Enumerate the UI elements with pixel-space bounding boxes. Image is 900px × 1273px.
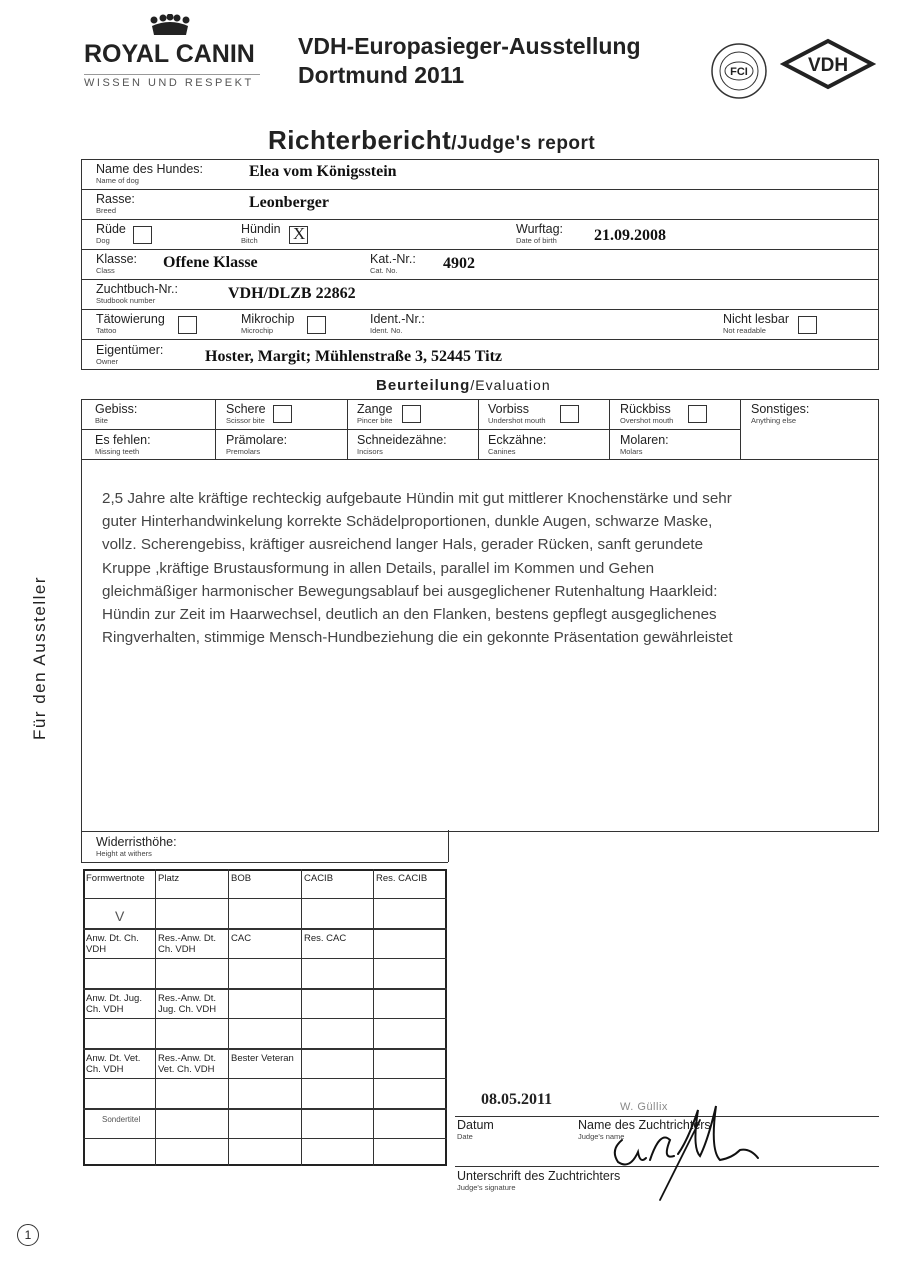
undershot-label: Vorbiss Undershot mouth	[488, 402, 546, 425]
pincer-bite-label: Zange Pincer bite	[357, 402, 393, 425]
page-number: 1	[17, 1224, 39, 1246]
result-header-place: Platz	[158, 873, 180, 884]
premolars-label: Prämolare: Premolars	[226, 433, 288, 456]
dog-name-value: Elea vom Königsstein	[249, 163, 397, 180]
incisors-label: Schneidezähne: Incisors	[357, 433, 447, 456]
result-special-title: Sondertitel	[102, 1115, 141, 1124]
undershot-checkbox[interactable]	[560, 405, 579, 423]
birth-date-value: 21.09.2008	[594, 227, 666, 244]
molars-label: Molaren: Molars	[620, 433, 669, 456]
withers-label: Widerristhöhe: Height at withers	[96, 835, 177, 858]
ident-label: Ident.-Nr.: Ident. No.	[370, 312, 425, 335]
studbook-value: VDH/DLZB 22862	[228, 285, 356, 302]
event-title	[298, 32, 641, 90]
vdh-logo-text: VDH	[807, 55, 849, 76]
result-dt-jug-ch: Anw. Dt. Jug. Ch. VDH	[86, 993, 142, 1015]
evaluation-text	[102, 487, 862, 649]
result-header-bob: BOB	[231, 873, 252, 884]
scissor-bite-checkbox[interactable]	[273, 405, 292, 423]
event-title-line2: Dortmund 2011	[298, 62, 465, 88]
female-label: Hündin Bitch	[241, 222, 281, 245]
breed-label: Rasse: Breed	[96, 192, 135, 215]
male-checkbox[interactable]	[133, 226, 152, 244]
overshot-label: Rückbiss Overshot mouth	[620, 402, 674, 425]
result-header-res-cacib: Res. CACIB	[376, 873, 428, 884]
result-res-dt-ch: Res.-Anw. Dt. Ch. VDH	[158, 933, 217, 955]
not-readable-checkbox[interactable]	[798, 316, 817, 334]
judge-signature-icon	[600, 1100, 780, 1205]
owner-value: Hoster, Margit; Mühlenstraße 3, 52445 Titz	[205, 348, 503, 365]
scissor-bite-label: Schere Scissor bite	[226, 402, 266, 425]
owner-label: Eigentümer: Owner	[96, 343, 164, 366]
royal-canin-tagline: WISSEN UND RESPEKT	[84, 74, 260, 89]
evaluation-text-line: vollz. Scherengebiss, kräftiger ausreichend langer Hals, gerader Rücken, sanft gerundete	[102, 536, 704, 554]
tattoo-label: Tätowierung Tattoo	[96, 312, 165, 335]
date-value: 08.05.2011	[481, 1091, 553, 1108]
result-dt-vet-ch: Anw. Dt. Vet. Ch. VDH	[86, 1053, 141, 1075]
evaluation-text-line: gleichmäßiger harmonischer Bewegungsablauf bei ausgeglichener Rutenhaltung Haarkleid:	[102, 582, 718, 600]
grade-value: V	[115, 908, 125, 924]
report-title-en: /Judge's report	[451, 133, 596, 154]
missing-teeth-label: Es fehlen: Missing teeth	[95, 433, 151, 456]
bite-label: Gebiss: Bite	[95, 402, 138, 425]
breed-value: Leonberger	[249, 194, 329, 211]
royal-canin-logo: ROYAL CANIN	[84, 40, 255, 68]
studbook-label: Zuchtbuch-Nr.: Studbook number	[96, 282, 178, 305]
pincer-bite-checkbox[interactable]	[402, 405, 421, 423]
class-label: Klasse: Class	[96, 252, 137, 275]
tattoo-checkbox[interactable]	[178, 316, 197, 334]
cat-no-value: 4902	[443, 255, 475, 272]
female-checkbox-mark: X	[293, 224, 306, 243]
class-value: Offene Klasse	[163, 254, 258, 271]
microchip-checkbox[interactable]	[307, 316, 326, 334]
evaluation-text-line: Hündin zur Zeit im Haarwechsel, deutlich an den Flanken, bestens gepflegt ausgeglichenes	[102, 606, 717, 624]
signature-label: Unterschrift des Zuchtrichters Judge's signature	[457, 1169, 621, 1192]
fci-seal-icon	[710, 42, 768, 100]
report-title	[268, 125, 595, 156]
result-cac: CAC	[231, 933, 252, 944]
overshot-checkbox[interactable]	[688, 405, 707, 423]
crown-icon	[148, 14, 192, 38]
not-readable-label: Nicht lesbar Not readable	[723, 312, 789, 335]
date-label: Datum Date	[457, 1118, 494, 1141]
evaluation-text-line: Kruppe ,kräftige Brustausformung in allen Details, parallel im Kommen und Gehen	[102, 559, 655, 577]
microchip-label: Mikrochip Microchip	[241, 312, 295, 335]
evaluation-heading: Beurteilung/Evaluation	[376, 377, 551, 394]
cat-no-label: Kat.-Nr.: Cat. No.	[370, 252, 416, 275]
evaluation-text-line: 2,5 Jahre alte kräftige rechteckig aufgebaute Hündin mit gut mittlerer Knochenstärke und sehr	[102, 490, 732, 507]
dog-name-label: Name des Hundes: Name of dog	[96, 162, 204, 185]
fci-seal-text: FCI	[730, 66, 748, 78]
birth-date-label: Wurftag: Date of birth	[516, 222, 564, 245]
side-label-exhibitor: Für den Aussteller	[30, 575, 49, 740]
canines-label: Eckzähne: Canines	[488, 433, 547, 456]
result-res-dt-jug-ch: Res.-Anw. Dt. Jug. Ch. VDH	[158, 993, 217, 1015]
result-header-cacib: CACIB	[304, 873, 334, 884]
result-header-grade: Formwertnote	[86, 873, 145, 884]
result-dt-ch: Anw. Dt. Ch. VDH	[86, 933, 139, 955]
report-title-de: Richterbericht	[268, 125, 452, 155]
result-res-cac: Res. CAC	[304, 933, 347, 944]
evaluation-text-line: Ringverhalten, stimmige Mensch-Hundbeziehung die ein gekonnte Präsentation gewährleistet	[102, 629, 733, 647]
event-title-line1: VDH-Europasieger-Ausstellung	[298, 33, 641, 59]
male-label: Rüde Dog	[96, 222, 126, 245]
judge-name-stamp: W. Güllix	[620, 1101, 668, 1113]
vdh-logo-icon	[780, 38, 876, 90]
judge-name-label: Name des Zuchtrichters Judge's name	[578, 1118, 711, 1141]
evaluation-text-line: guter Hinterhandwinkelung korrekte Schädelproportionen, dunkle Augen, schwarze Maske,	[102, 513, 713, 531]
result-res-dt-vet-ch: Res.-Anw. Dt. Vet. Ch. VDH	[158, 1053, 217, 1075]
anything-else-label: Sonstiges: Anything else	[751, 402, 810, 425]
result-best-veteran: Bester Veteran	[231, 1053, 294, 1064]
